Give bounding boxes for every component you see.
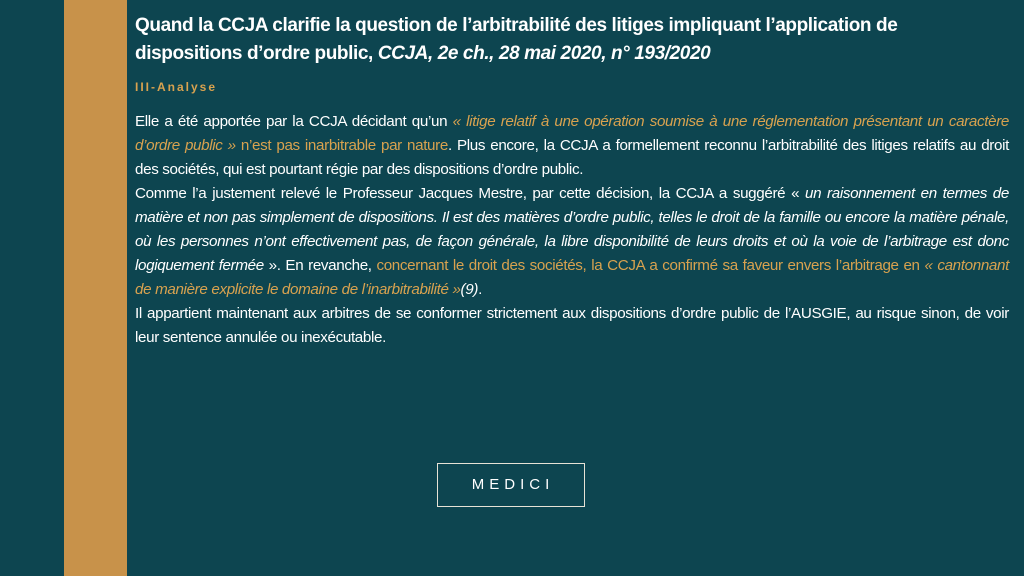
p2-text-g: . — [478, 281, 482, 298]
p2-text-c: ». En revanche, — [263, 257, 377, 274]
p2-quote-2: « cantonnant de manière explicite le domaine de l’inarbitrabilité » — [135, 257, 1009, 298]
medici-logo: MEDICI — [437, 463, 585, 507]
section-heading: III-Analyse — [135, 80, 218, 94]
p1-highlight: n’est pas inarbitrable par nature — [235, 137, 448, 154]
slide-content — [135, 12, 1009, 350]
title-reference: CCJA, 2e ch., 28 mai 2020, n° 193/2020 — [377, 43, 711, 64]
p1-text-a: Elle a été apportée par la CCJA décidant qu’un — [135, 113, 453, 130]
gold-accent-bar — [64, 0, 127, 576]
paragraph-2 — [135, 182, 1009, 302]
paragraph-3: Il appartient maintenant aux arbitres de se conformer strictement aux dispositions d’ordre public de l’AUSGIE, au risque sinon, de voir leur sentence annulée ou inexécutable. — [135, 305, 1009, 346]
p1-quote: « litige relatif à une opération soumise à une réglementation présentant un caractère d’ordre public » — [135, 113, 1009, 154]
footnote-ref: (9) — [460, 281, 479, 298]
title-main: Quand la CCJA clarifie la question de l’arbitrabilité des litiges impliquant l’application de dispositions d’ordre public, — [135, 15, 898, 64]
p2-quote: un raisonnement en termes de matière et non pas simplement de dispositions. Il est des matières d’ordre public, telles le droit de la famille ou encore la matière pénale, où les personnes n’ont effectivement pas, de façon générale, la libre disponibilité de leurs droits et où la voie de l’arbitrage est donc logiquement fermée — [135, 185, 1009, 274]
paragraph-1 — [135, 110, 1009, 182]
p2-highlight: concernant le droit des sociétés, la CCJA a confirmé sa faveur envers l’arbitrage en — [376, 257, 925, 274]
p2-text-a: Comme l’a justement relevé le Professeur Jacques Mestre, par cette décision, la CCJA a suggéré « — [135, 185, 805, 202]
body-text — [135, 110, 1009, 350]
p1-text-d: . Plus encore, la CCJA a formellement reconnu l’arbitrabilité des litiges relatifs au droit des sociétés, qui est pourtant régie par des dispositions d’ordre public. — [135, 137, 1009, 178]
slide-title — [135, 12, 1009, 68]
left-margin — [0, 0, 64, 576]
